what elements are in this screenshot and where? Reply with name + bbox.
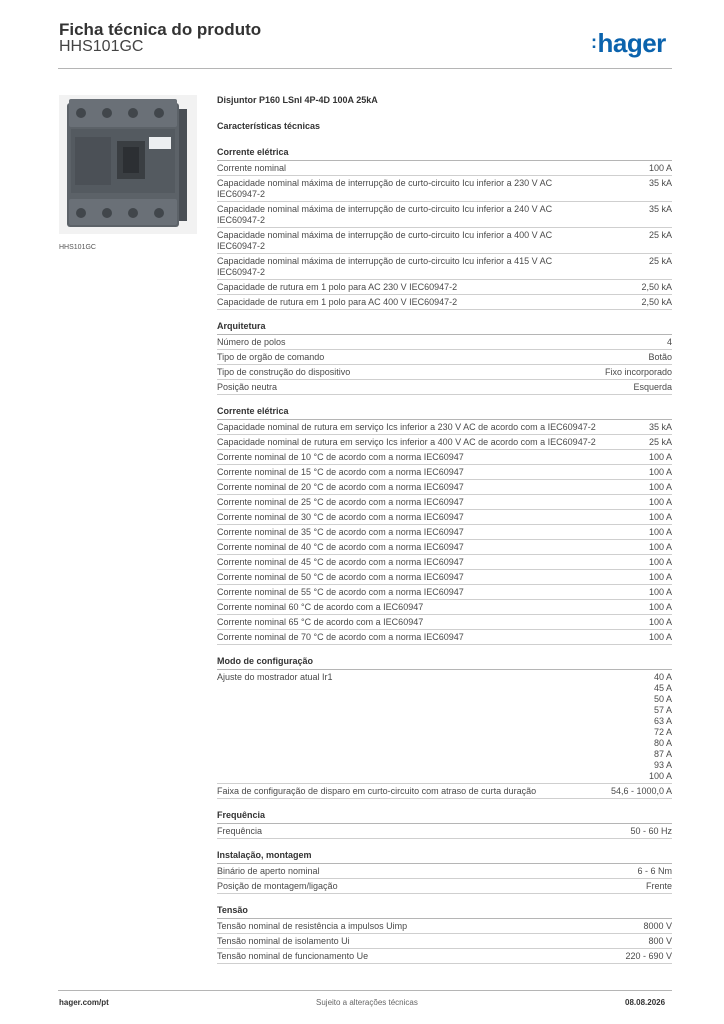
spec-value: 25 kA — [648, 256, 672, 266]
spec-label: Capacidade nominal de rutura em serviço Ics inferior a 230 V AC de acordo com a IEC60947-2 — [217, 422, 596, 432]
footer-website: hager.com/pt — [59, 998, 109, 1007]
spec-row — [217, 585, 672, 600]
spec-label: Faixa de configuração de disparo em curto-circuito com atraso de curta duração — [217, 786, 537, 796]
section-title: Modo de configuração — [217, 656, 672, 670]
spec-value-item: 45 A — [653, 683, 672, 693]
spec-row — [217, 864, 672, 879]
spec-value: 100 A — [648, 482, 672, 492]
section-title: Corrente elétrica — [217, 406, 672, 420]
spec-row — [217, 919, 672, 934]
spec-label: Capacidade nominal máxima de interrupção de curto-circuito Icu inferior a 230 V AC IEC60947-2 — [217, 178, 553, 199]
spec-section — [217, 810, 672, 839]
spec-section — [217, 656, 672, 799]
spec-row — [217, 879, 672, 894]
spec-value: 25 kA — [648, 437, 672, 447]
spec-value: 54,6 - 1000,0 A — [610, 786, 672, 796]
spec-label: Corrente nominal de 25 °C de acordo com a norma IEC60947 — [217, 497, 464, 507]
spec-value: 35 kA — [648, 178, 672, 188]
spec-row — [217, 784, 672, 799]
product-reference: HHS101GC — [59, 38, 144, 55]
footer-date: 08.08.2026 — [625, 998, 666, 1007]
spec-label: Corrente nominal de 35 °C de acordo com a norma IEC60947 — [217, 527, 464, 537]
spec-value-item: 63 A — [653, 716, 672, 726]
spec-label: Corrente nominal de 15 °C de acordo com a norma IEC60947 — [217, 467, 464, 477]
spec-label: Corrente nominal de 30 °C de acordo com a norma IEC60947 — [217, 512, 464, 522]
logo-text: hager — [597, 28, 666, 58]
spec-label: Corrente nominal de 70 °C de acordo com a norma IEC60947 — [217, 632, 464, 642]
spec-row — [217, 450, 672, 465]
spec-label: Capacidade de rutura em 1 polo para AC 400 V IEC60947-2 — [217, 297, 458, 307]
spec-value: 100 A — [648, 602, 672, 612]
spec-label: Binário de aperto nominal — [217, 866, 320, 876]
spec-row — [217, 420, 672, 435]
spec-value-item: 57 A — [653, 705, 672, 715]
page-title: Ficha técnica do produto — [59, 20, 262, 39]
spec-label: Ajuste do mostrador atual Ir1 — [217, 672, 333, 682]
spec-section — [217, 321, 672, 395]
spec-value: Esquerda — [633, 382, 672, 392]
spec-section — [217, 850, 672, 894]
spec-value: 800 V — [648, 936, 672, 946]
spec-row — [217, 480, 672, 495]
spec-value: 100 A — [648, 467, 672, 477]
spec-row — [217, 570, 672, 585]
spec-row — [217, 495, 672, 510]
spec-label: Posição de montagem/ligação — [217, 881, 338, 891]
section-title: Instalação, montagem — [217, 850, 672, 864]
spec-label: Corrente nominal 60 °C de acordo com a IEC60947 — [217, 602, 424, 612]
spec-row — [217, 824, 672, 839]
spec-label: Posição neutra — [217, 382, 278, 392]
spec-value-item: 100 A — [648, 771, 672, 781]
spec-label: Capacidade nominal de rutura em serviço Ics inferior a 400 V AC de acordo com a IEC60947-2 — [217, 437, 596, 447]
spec-value-item: 72 A — [653, 727, 672, 737]
spec-label: Corrente nominal de 45 °C de acordo com a norma IEC60947 — [217, 557, 464, 567]
spec-row — [217, 555, 672, 570]
spec-row — [217, 600, 672, 615]
spec-row — [217, 540, 672, 555]
spec-row — [217, 176, 672, 202]
product-image — [59, 95, 197, 234]
spec-value: 100 A — [648, 512, 672, 522]
spec-value-item: 40 A — [653, 672, 672, 682]
spec-value: 100 A — [648, 497, 672, 507]
spec-section — [217, 147, 672, 310]
spec-value — [649, 672, 672, 782]
spec-value: 100 A — [648, 617, 672, 627]
spec-row — [217, 630, 672, 645]
spec-row — [217, 161, 672, 176]
spec-value: Frente — [645, 881, 672, 891]
spec-label: Corrente nominal de 50 °C de acordo com a norma IEC60947 — [217, 572, 464, 582]
spec-row — [217, 335, 672, 350]
spec-label: Tipo de construção do dispositivo — [217, 367, 351, 377]
spec-row — [217, 934, 672, 949]
spec-row — [217, 510, 672, 525]
spec-value-item: 93 A — [653, 760, 672, 770]
spec-value: 25 kA — [648, 230, 672, 240]
spec-value: 100 A — [648, 163, 672, 173]
spec-label: Corrente nominal 65 °C de acordo com a IEC60947 — [217, 617, 424, 627]
footer-divider — [58, 990, 672, 991]
spec-value: 4 — [666, 337, 672, 347]
spec-row — [217, 615, 672, 630]
circuit-breaker-illustration — [59, 95, 197, 234]
spec-row — [217, 949, 672, 964]
section-title: Frequência — [217, 810, 672, 824]
spec-section — [217, 905, 672, 964]
section-title: Corrente elétrica — [217, 147, 672, 161]
spec-label: Tensão nominal de funcionamento Ue — [217, 951, 369, 961]
spec-label: Capacidade nominal máxima de interrupção de curto-circuito Icu inferior a 415 V AC IEC60947-2 — [217, 256, 553, 277]
spec-value-item: 80 A — [653, 738, 672, 748]
spec-label: Tensão nominal de resistência a impulsos Uimp — [217, 921, 408, 931]
spec-row — [217, 350, 672, 365]
spec-row — [217, 254, 672, 280]
spec-value: 100 A — [648, 542, 672, 552]
spec-label: Corrente nominal de 40 °C de acordo com a norma IEC60947 — [217, 542, 464, 552]
spec-value-item: 87 A — [653, 749, 672, 759]
spec-label: Corrente nominal de 20 °C de acordo com a norma IEC60947 — [217, 482, 464, 492]
spec-value: 2,50 kA — [641, 297, 672, 307]
spec-label: Tensão nominal de isolamento Ui — [217, 936, 350, 946]
spec-row — [217, 380, 672, 395]
spec-value: Botão — [648, 352, 672, 362]
spec-value: 50 - 60 Hz — [630, 826, 672, 836]
spec-value: 100 A — [648, 632, 672, 642]
spec-label: Capacidade nominal máxima de interrupção de curto-circuito Icu inferior a 240 V AC IEC60947-2 — [217, 204, 553, 225]
image-caption: HHS101GC — [59, 244, 96, 251]
spec-label: Corrente nominal de 10 °C de acordo com a norma IEC60947 — [217, 452, 464, 462]
spec-row — [217, 670, 672, 784]
spec-row — [217, 280, 672, 295]
spec-value: 100 A — [648, 557, 672, 567]
spec-label: Frequência — [217, 826, 263, 836]
spec-label: Capacidade de rutura em 1 polo para AC 230 V IEC60947-2 — [217, 282, 458, 292]
spec-value: 100 A — [648, 452, 672, 462]
spec-value-item: 50 A — [653, 694, 672, 704]
spec-row — [217, 435, 672, 450]
spec-value: 100 A — [648, 527, 672, 537]
header-divider — [58, 68, 672, 69]
spec-label: Corrente nominal — [217, 163, 287, 173]
section-title: Tensão — [217, 905, 672, 919]
characteristics-title: Características técnicas — [217, 121, 321, 131]
footer-notice: Sujeito a alterações técnicas — [316, 998, 418, 1007]
spec-value: 35 kA — [648, 422, 672, 432]
specifications — [217, 95, 672, 975]
spec-value: 100 A — [648, 587, 672, 597]
spec-row — [217, 365, 672, 380]
spec-row — [217, 465, 672, 480]
spec-value: 8000 V — [643, 921, 672, 931]
section-title: Arquitetura — [217, 321, 672, 335]
spec-section — [217, 406, 672, 645]
spec-value: 6 - 6 Nm — [637, 866, 672, 876]
product-name: Disjuntor P160 LSnI 4P-4D 100A 25kA — [217, 95, 378, 105]
spec-row — [217, 202, 672, 228]
spec-label: Corrente nominal de 55 °C de acordo com a norma IEC60947 — [217, 587, 464, 597]
spec-value: 220 - 690 V — [625, 951, 672, 961]
hager-logo: :hager — [591, 28, 666, 58]
spec-row — [217, 525, 672, 540]
spec-row — [217, 295, 672, 310]
spec-value: 35 kA — [648, 204, 672, 214]
spec-value: 2,50 kA — [641, 282, 672, 292]
spec-label: Capacidade nominal máxima de interrupção de curto-circuito Icu inferior a 400 V AC IEC60947-2 — [217, 230, 553, 251]
spec-label: Tipo de orgão de comando — [217, 352, 325, 362]
spec-sections — [217, 147, 672, 964]
spec-label: Número de polos — [217, 337, 286, 347]
spec-row — [217, 228, 672, 254]
spec-value: Fixo incorporado — [604, 367, 672, 377]
spec-value: 100 A — [648, 572, 672, 582]
